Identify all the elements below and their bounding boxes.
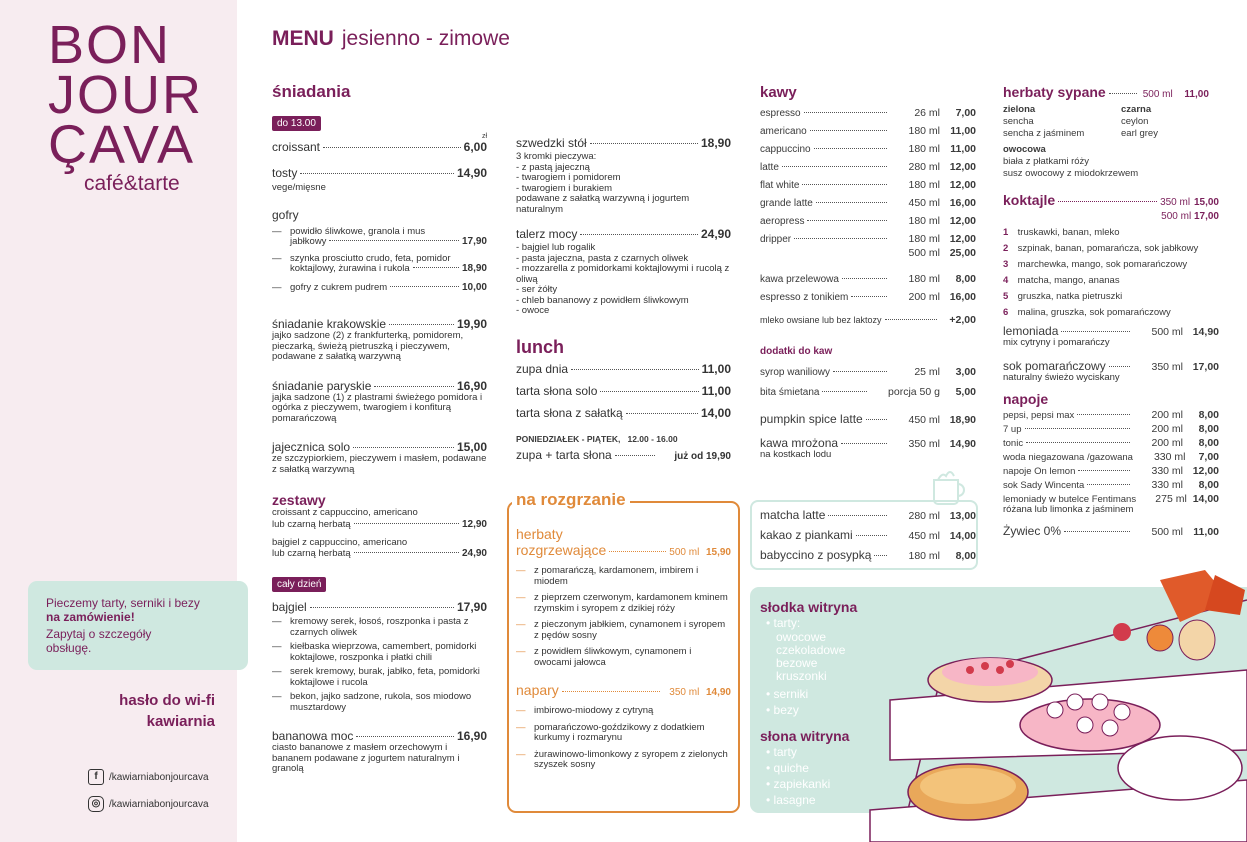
display-case-illustration [860, 560, 1247, 842]
menu-item: tarta słona z sałatką 14,00 [516, 405, 731, 420]
kawy-section: kawy espresso 26 ml 7,00 americano 180 ml 11,00 cappuccino 180 ml 11,00 latte 280 ml 12,00 flat white 180 ml 12,00 grande latte 450 ml 16,00 aeropress 180 ml 12,00 dripper 180 ml 12,00 500 ml 25,00 kawa przelewowa 180 ml 8,00 espresso z tonikiem 200 ml 16,00 mleko owsiane lub bez laktozy +2,00 dodatki do kaw syrop waniliowy 25 ml 3,00 bita śmietana porcja 50 g 5,00 pumpkin spice latte 450 ml 18,90 kawa mrożona 350 ml 14,90 na kostkach lodu [760, 84, 976, 460]
na-rozgrzanie-title: na rozgrzanie [512, 490, 630, 510]
menu-item: jajecznica solo 15,00 [272, 440, 487, 454]
facebook-link[interactable]: f /kawiarniabonjourcava [88, 769, 209, 785]
menu-item: syrop waniliowy 25 ml 3,00 [760, 366, 976, 378]
list-item: 2 szpinak, banan, pomarańcza, sok jabłkowy [1003, 243, 1199, 254]
menu-item: cappuccino 180 ml 11,00 [760, 143, 976, 155]
menu-item: woda niegazowana /gazowana 330 ml 7,00 [1003, 451, 1219, 463]
menu-item: tonic 200 ml 8,00 [1003, 437, 1219, 449]
menu-item: szwedzki stół 18,90 [516, 136, 731, 150]
menu-item: zupa + tarta słona już od 19,90 [516, 447, 731, 462]
instagram-link[interactable]: ◎ /kawiarniabonjourcava [88, 796, 209, 812]
menu-item: dripper 180 ml 12,00 [760, 233, 976, 245]
menu-item: Żywiec 0% 500 ml 11,00 [1003, 523, 1219, 538]
list-item: 6 malina, gruszka, sok pomarańczowy [1003, 307, 1171, 318]
menu-item: pepsi, pepsi max 200 ml 8,00 [1003, 409, 1219, 421]
menu-item: latte 280 ml 12,00 [760, 161, 976, 173]
menu-item: kakao z piankami 450 ml 14,00 [760, 528, 976, 542]
menu-item: americano 180 ml 11,00 [760, 125, 976, 137]
page-title: MENU jesienno - zimowe [272, 27, 510, 50]
menu-item: flat white 180 ml 12,00 [760, 179, 976, 191]
menu-item: grande latte 450 ml 16,00 [760, 197, 976, 209]
menu-item: sok Sady Wincenta 330 ml 8,00 [1003, 479, 1219, 491]
menu-item: sok pomarańczowy 350 ml 17,00 [1003, 358, 1219, 373]
menu-item: kawa mrożona 350 ml 14,90 [760, 436, 976, 450]
menu-item: croissant 6,00 [272, 140, 487, 154]
menu-item: espresso z tonikiem 200 ml 16,00 [760, 291, 976, 303]
column-4: herbaty sypane 500 ml 11,00 zielona sencha sencha z jaśminem czarna ceylon earl grey owocowa biała z płatkami róży susz owocowy z miodokrzewem koktajle 350 ml 15,00 500 ml 17,00 1 truskawki, banan, mleko 2 szpinak, banan, pomarańcza, sok jabłkowy 3 marchewka, mango, sok pomarańczowy 4 matcha, mango, ananas 5 gruszka, natka pietruszki 6 malina, gruszka, sok pomarańczowy lemoniada 500 ml 14,90 mix cytryny i pomarańczy sok pomarańczowy 350 ml 17,00 naturalny świeżo wyciskany napoje pepsi, pepsi max 200 ml 8,00 7 up 200 ml 8,00 tonic 200 ml 8,00 woda niegazowana /gazowana 330 ml 7,00 napoje On lemon 330 ml 12,00 sok Sady Wincenta 330 ml 8,00 lemoniady w butelce Fentimans 275 ml 14,00 różana lub limonka z jaśminem Żywiec 0% 500 ml 11,00 [1003, 84, 1219, 538]
all-day-badge: cały dzień [272, 577, 326, 592]
witryna-list: słodka witryna • tarty: owocowe czekoladowe bezowe kruszonki • serniki • bezy słona witryna • tarty • quiche • zapiekanki • lasagne [760, 599, 858, 807]
menu-item: talerz mocy 24,90 [516, 227, 731, 241]
menu-item: zupa dnia 11,00 [516, 361, 731, 376]
time-badge: do 13.00 [272, 116, 321, 131]
menu-item: 500 ml 25,00 [908, 247, 976, 259]
list-item: 4 matcha, mango, ananas [1003, 275, 1120, 286]
list-item: 1 truskawki, banan, mleko [1003, 227, 1120, 238]
menu-item: lemoniada 500 ml 14,90 [1003, 324, 1219, 338]
menu-item: aeropress 180 ml 12,00 [760, 215, 976, 227]
sniadania-section: śniadania do 13.00 zł croissant 6,00 tosty 14,90 vege/mięsne gofry — powidło śliwkowe, granola i mus jabłkowy 17,90 — szynka prosciutto crudo, feta, pomidor koktajlowy, żurawina i rukola 18,90 — gofry z cukrem pudrem 10,00 śniadanie krakowskie 19,90 jajko sadzone (2) z frankfurterką, pomidorem, pieczarką, świeżą pietruszką i pieczywem, podawane z sałatką warzywną śniadanie paryskie 16,90 jajka sadzone (1) z plastrami świeżego pomidora i ogórka z pieczywem, twarogiem i konfiturą pomarańczową jajecznica solo 15,00 ze szczypiorkiem, pieczywem i masłem, podawane z sałatką warzywną zestawy croissant z cappuccino, americano lub czarną herbatą 12,90 bajgiel z cappuccino, americano lub czarną herbatą 24,90 cały dzień bajgiel 17,90 — kremowy serek, łosoś, roszponka i pasta z czarnych oliwek — kiełbaska wieprzowa, camembert, pomidorki koktajlowe, roszponka i płatki chili — serek kremowy, burak, jabłko, feta, pomidorki koktajlowe i rucola — bekon, jajko sadzone, rukola, sos miodowo musztardowy bananowa moc 16,90 ciasto bananowe z masłem orzechowym i bananem podawane z jogurtem naturalnym i granolą [272, 82, 487, 774]
menu-item: kawa przelewowa 180 ml 8,00 [760, 273, 976, 285]
menu-item: babyccino z posypką 180 ml 8,00 [760, 548, 976, 562]
wifi-info: hasło do wi-fi kawiarnia [119, 692, 215, 730]
menu-item: śniadanie paryskie 16,90 [272, 378, 487, 393]
list-item: 5 gruszka, natka pietruszki [1003, 291, 1123, 302]
menu-item: tarta słona solo 11,00 [516, 383, 731, 398]
menu-item: 7 up 200 ml 8,00 [1003, 423, 1219, 435]
menu-item: lub czarną herbatą 12,90 [272, 518, 487, 530]
menu-item: mleko owsiane lub bez laktozy +2,00 [760, 314, 976, 326]
menu-item: bajgiel 17,90 [272, 600, 487, 614]
promo-box: Pieczemy tarty, serniki i bezy na zamówienie! Zapytaj o szczegóły obsługę. [28, 581, 248, 670]
menu-item: matcha latte 280 ml 13,00 [760, 508, 976, 522]
menu-item: tosty 14,90 [272, 166, 487, 180]
menu-item: bita śmietana porcja 50 g 5,00 [760, 386, 976, 398]
menu-item: bananowa moc 16,90 [272, 729, 487, 743]
menu-item: — powidło śliwkowe, granola i mus jabłkowy 17,90 [272, 225, 487, 247]
menu-item: espresso 26 ml 7,00 [760, 107, 976, 119]
menu-item: lemoniady w butelce Fentimans 275 ml 14,00 [1003, 493, 1219, 505]
logo: BON JOUR ÇAVA café&tarte [48, 15, 203, 195]
menu-item: lub czarną herbatą 24,90 [272, 548, 487, 559]
menu-item: — szynka prosciutto crudo, feta, pomidor koktajlowy, żurawina i rukola 18,90 [272, 252, 487, 274]
menu-item: pumpkin spice latte 450 ml 18,90 [760, 412, 976, 426]
rozgrzanie-content: herbaty rozgrzewające 500 ml 15,90 — z pomarańczą, kardamonem, imbirem i miodem — z pieprzem czerwonym, kardamonem kminem rzymskim i syropem z dzikiej róży — z pieczonym jabłkiem, cynamonem i syropem z pędów sosny — z powidłem śliwkowym, cynamonem i owocami jałowca napary 350 ml 14,90 — imbirowo-miodowy z cytryną — pomarańczowo-goździkowy z dodatkiem kurkumy i rozmarynu — żurawinowo-limonkowy z syropem z zielonych szyszek sosny [516, 526, 731, 770]
herbaty-title: herbaty sypane 500 ml 11,00 [1003, 84, 1209, 100]
menu-item: napoje On lemon 330 ml 12,00 [1003, 465, 1219, 477]
column-2: szwedzki stół 18,90 3 kromki pieczywa: - z pastą jajeczną - twarogiem i pomidorem - twarogiem i burakiem podawane z sałatką warzywną i jogurtem naturalnym talerz mocy 24,90 - bajgiel lub rogalik - pasta jajeczna, pasta z czarnych oliwek - mozzarella z pomidorkami koktajlowymi i rucolą z oliwą - ser żółty - chleb bananowy z powidłem śliwkowym - owoce lunch zupa dnia 11,00 tarta słona solo 11,00 tarta słona z sałatką 14,00 PONIEDZIAŁEK - PIĄTEK, 12.00 - 16.00 zupa + tarta słona już od 19,90 [516, 136, 731, 462]
menu-item: — gofry z cukrem pudrem 10,00 [272, 281, 487, 293]
facebook-icon: f [88, 769, 104, 785]
menu-item: śniadanie krakowskie 19,90 [272, 317, 487, 331]
list-item: 3 marchewka, mango, sok pomarańczowy [1003, 259, 1188, 270]
instagram-icon: ◎ [88, 796, 104, 812]
